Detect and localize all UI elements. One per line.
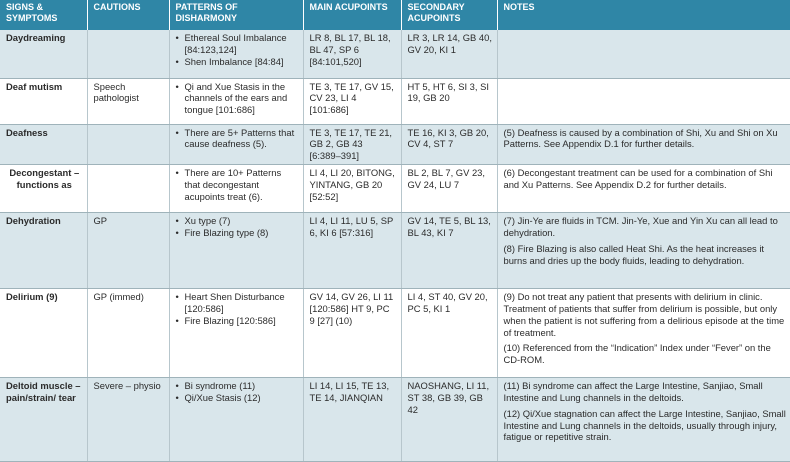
header-patterns: PATTERNS OF DISHARMONY (169, 0, 303, 30)
pattern-item: • Qi/Xue Stasis (12) (176, 392, 299, 404)
table-row (0, 213, 790, 289)
pattern-item: • Bi syndrome (11) (176, 380, 299, 392)
pattern-item: • Shen Imbalance [84:84] (176, 56, 299, 68)
pattern-item: • Qi and Xue Stasis in the channels of the ears and tongue [101:686] (176, 81, 299, 117)
sign-cell: Deafness (0, 124, 87, 165)
caution-cell: GP (immed) (87, 289, 169, 378)
main-acupoints-cell: TE 3, TE 17, GV 15, CV 23, LI 4 [101:686] (303, 78, 401, 124)
caution-cell: GP (87, 213, 169, 289)
notes-cell (497, 289, 790, 378)
caution-cell (87, 165, 169, 213)
pattern-item: • Fire Blazing [120:586] (176, 315, 299, 327)
patterns-cell (169, 78, 303, 124)
patterns-cell (169, 289, 303, 378)
header-main-acupoints: MAIN ACUPOINTS (303, 0, 401, 30)
pattern-item: • Heart Shen Disturbance [120:586] (176, 291, 299, 315)
main-acupoints-cell: LI 4, LI 20, BITONG, YINTANG, GB 20 [52:52] (303, 165, 401, 213)
note-text: (8) Fire Blazing is also called Heat Shi. As the heat increases it burns and dries up the body fluids, leading to dehydration. (503, 242, 765, 266)
notes-cell (497, 165, 790, 213)
note-text: (5) Deafness is caused by a combination of Shi, Xu and Shi on Xu Patterns. See Appendix D.1 for further details. (503, 126, 778, 150)
table-row (0, 165, 790, 213)
header-notes: NOTES (497, 0, 790, 30)
pattern-item: • Xu type (7) (176, 215, 299, 227)
patterns-cell (169, 213, 303, 289)
sign-cell: Decongestant – functions as (0, 165, 87, 213)
note-text: (9) Do not treat any patient that presents with delirium in clinic. Treatment of patients that suffer from delirium is possible, but only when the patient is not suffering from a delirious episode at the time of treatment. (503, 291, 785, 338)
sign-cell: Delirium (9) (0, 289, 87, 378)
notes-cell (497, 124, 790, 165)
patterns-cell (169, 30, 303, 78)
main-acupoints-cell: LI 4, LI 11, LU 5, SP 6, KI 6 [57:316] (303, 213, 401, 289)
pattern-item: • There are 5+ Patterns that cause deafness (5). (176, 127, 299, 151)
main-acupoints-cell: LR 8, BL 17, BL 18, BL 47, SP 6 [84:101,520] (303, 30, 401, 78)
caution-cell: Severe – physio (87, 378, 169, 462)
note-text: (12) Qi/Xue stagnation can affect the Large Intestine, Sanjiao, Small Intestine and Lung channels in the deltoids, usually through injury, fatigue or repetitive strain. (503, 407, 786, 443)
main-acupoints-cell: GV 14, GV 26, LI 11 [120:586] HT 9, PC 9 [27] (10) (303, 289, 401, 378)
secondary-acupoints-cell: TE 16, KI 3, GB 20, CV 4, ST 7 (401, 124, 497, 165)
sign-cell: Deltoid muscle – pain/strain/ tear (0, 378, 87, 462)
note-text: (11) Bi syndrome can affect the Large Intestine, Sanjiao, Small Intestine and Lung channels in the deltoids. (503, 380, 763, 403)
table-row (0, 124, 790, 165)
caution-cell (87, 30, 169, 78)
caution-cell: Speech pathologist (87, 78, 169, 124)
pattern-item: • Ethereal Soul Imbalance [84:123,124] (176, 32, 299, 56)
notes-cell (497, 78, 790, 124)
main-acupoints-cell: LI 14, LI 15, TE 13, TE 14, JIANQIAN (303, 378, 401, 462)
notes-cell (497, 30, 790, 78)
note-text: (6) Decongestant treatment can be used for a combination of Shi and Xu Patterns. See Appendix D.2 for further details. (503, 167, 773, 190)
header-secondary-acupoints: SECONDARY ACUPOINTS (401, 0, 497, 30)
sign-cell: Daydreaming (0, 30, 87, 78)
table-row (0, 378, 790, 462)
header-signs: SIGNS & SYMPTOMS (0, 0, 87, 30)
main-acupoints-cell: TE 3, TE 17, TE 21, GB 2, GB 43 [6:389–391] (303, 124, 401, 165)
header-row (0, 0, 790, 30)
table-row (0, 289, 790, 378)
secondary-acupoints-cell: LI 4, ST 40, GV 20, PC 5, KI 1 (401, 289, 497, 378)
note-text: (10) Referenced from the “Indication” Index under “Fever” on the CD-ROM. (503, 342, 771, 366)
notes-cell (497, 378, 790, 462)
secondary-acupoints-cell: GV 14, TE 5, BL 13, BL 43, KI 7 (401, 213, 497, 289)
sign-cell: Dehydration (0, 213, 87, 289)
secondary-acupoints-cell: LR 3, LR 14, GB 40, GV 20, KI 1 (401, 30, 497, 78)
sign-cell: Deaf mutism (0, 78, 87, 124)
header-cautions: CAUTIONS (87, 0, 169, 30)
caution-cell (87, 124, 169, 165)
patterns-cell (169, 165, 303, 213)
secondary-acupoints-cell: BL 2, BL 7, GV 23, GV 24, LU 7 (401, 165, 497, 213)
notes-cell (497, 213, 790, 289)
table-row (0, 78, 790, 124)
pattern-item: • There are 10+ Patterns that decongestant acupoints treat (6). (176, 167, 299, 203)
secondary-acupoints-cell: NAOSHANG, LI 11, ST 38, GB 39, GB 42 (401, 378, 497, 462)
pattern-item: • Fire Blazing type (8) (176, 227, 299, 239)
table-row (0, 30, 790, 78)
patterns-cell (169, 124, 303, 165)
note-text: (7) Jin-Ye are fluids in TCM. Jin-Ye, Xue and Yin Xu can all lead to dehydration. (503, 215, 778, 238)
secondary-acupoints-cell: HT 5, HT 6, SI 3, SI 19, GB 20 (401, 78, 497, 124)
patterns-cell (169, 378, 303, 462)
